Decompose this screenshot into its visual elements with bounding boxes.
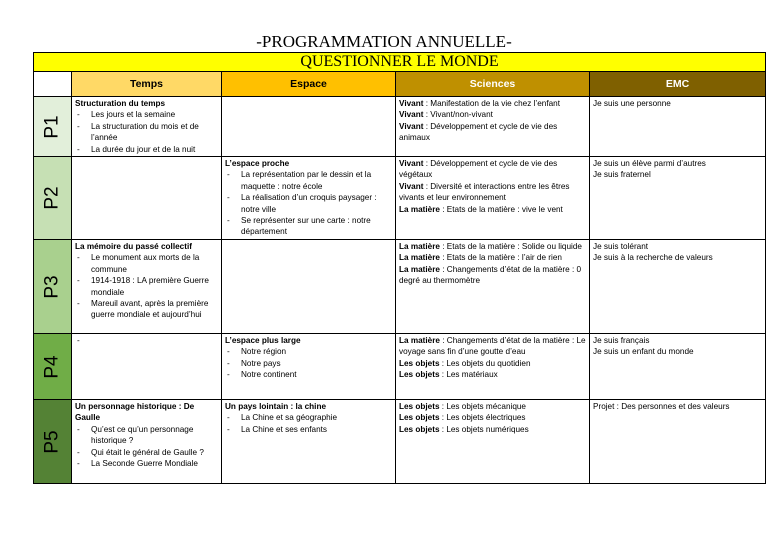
cell-temps-p3 [72,240,222,334]
cell-temps-p2 [72,157,222,240]
list-item: - La représentation par le dessin et la maquette : notre école [225,169,393,192]
sciences-entry: La matière : Etats de la matière : l’air de rien [399,253,562,263]
period-label-p3: P3 [34,240,72,334]
cell-emc-p2 [590,157,766,240]
cell-espace-p4 [222,334,396,400]
espace-list [225,346,393,380]
list-item: - La structuration du mois et de l’année [75,121,219,144]
temps-list [75,109,219,155]
espace-heading: L’espace plus large [225,336,301,346]
cell-espace-p2 [222,157,396,240]
sciences-entry: Les objets : Les objets électriques [399,413,526,423]
period-label-p4: P4 [34,334,72,400]
espace-list [225,412,393,435]
emc-entry: Je suis tolérant [593,242,649,252]
temps-heading: Un personnage historique : De Gaulle [75,402,195,423]
list-item: - Notre continent [225,369,393,380]
list-item: - Mareuil avant, après la première guerre mondiale et aujourd’hui [75,298,219,321]
sciences-entry: Vivant : Développement et cycle de vie des animaux [399,121,558,143]
temps-heading: Structuration du temps [75,99,166,108]
table-row-p3 [34,240,766,334]
list-item: - La Chine et ses enfants [225,424,393,435]
emc-entry: Je suis un élève parmi d’autres [593,159,706,169]
sciences-entry: Vivant : Développement et cycle de vie des végétaux [399,159,558,180]
sciences-entry: Les objets : Les objets numériques [399,424,529,434]
emc-entry: Projet : Des personnes et des valeurs [593,402,730,412]
cell-sciences-p1 [396,97,590,157]
period-label-p1: P1 [34,97,72,157]
list-item: - 1914-1918 : LA première Guerre mondiale [75,275,219,298]
period-label-p5: P5 [34,400,72,484]
cell-espace-p3 [222,240,396,334]
sciences-entry: Vivant : Diversité et interactions entre les êtres vivants et leur environnement [399,181,570,203]
cell-emc-p1 [590,97,766,157]
header-emc: EMC [590,72,766,97]
cell-temps-p4 [72,334,222,400]
list-item: - Le monument aux morts de la commune [75,252,219,275]
sciences-entry: La matière : Changements d’état de la matière : 0 degré au thermomètre [399,264,582,286]
sciences-entry: La matière : Etats de la matière : Solide ou liquide [399,242,582,252]
sciences-entry: La matière : Changements d’état de la matière : Le voyage sans fin d’une goutte d’eau [399,336,586,357]
cell-espace-p5 [222,400,396,484]
cell-temps-p1 [72,97,222,157]
list-item: - La Seconde Guerre Mondiale [75,458,219,469]
list-item: - La réalisation d’un croquis paysager : notre ville [225,192,393,215]
espace-list [225,169,393,237]
temps-list [75,252,219,320]
cell-sciences-p4 [396,334,590,400]
table-row-p5 [34,400,766,484]
page-title: -PROGRAMMATION ANNUELLE- [256,32,512,51]
list-item: - Notre pays [225,358,393,369]
emc-entry: Je suis un enfant du monde [593,347,694,357]
list-item: - Notre région [225,346,393,357]
list-item: - Les jours et la semaine [75,109,219,120]
corner-cell [34,72,72,97]
cell-emc-p4 [590,334,766,400]
banner-questionner-le-monde: QUESTIONNER LE MONDE [34,53,766,72]
header-row [34,72,766,97]
sciences-entry: Vivant : Manifestation de la vie chez l’enfant [399,99,560,108]
sciences-entry: Les objets : Les matériaux [399,370,498,380]
espace-heading: Un pays lointain : la chine [225,402,326,412]
header-espace: Espace [222,72,396,97]
cell-emc-p5 [590,400,766,484]
cell-sciences-p5 [396,400,590,484]
list-item: - Se représenter sur une carte : notre département [225,215,393,238]
temps-list [75,424,219,470]
period-label-p2: P2 [34,157,72,240]
sciences-entry: La matière : Etats de la matière : vive le vent [399,204,563,214]
emc-entry: Je suis une personne [593,99,671,108]
sciences-entry: Les objets : Les objets mécanique [399,402,526,412]
banner-row [34,53,766,72]
cell-emc-p3 [590,240,766,334]
table-row-p2 [34,157,766,240]
espace-heading: L’espace proche [225,159,290,169]
programmation-table [33,52,766,484]
list-item: - La durée du jour et de la nuit [75,144,219,155]
emc-entry: Je suis français [593,336,650,346]
cell-sciences-p2 [396,157,590,240]
emc-entry: Je suis fraternel [593,170,651,180]
header-temps: Temps [72,72,222,97]
list-item: - Qu’est ce qu’un personnage historique ? [75,424,219,447]
list-item: - Qui était le général de Gaulle ? [75,447,219,458]
cell-temps-p5 [72,400,222,484]
temps-heading: La mémoire du passé collectif [75,242,192,252]
table-row-p4 [34,334,766,400]
sciences-entry: Vivant : Vivant/non-vivant [399,110,493,120]
table-row-p1 [34,97,766,157]
cell-sciences-p3 [396,240,590,334]
list-item: - La Chine et sa géographie [225,412,393,423]
emc-entry: Je suis à la recherche de valeurs [593,253,713,263]
header-sciences: Sciences [396,72,590,97]
cell-espace-p1 [222,97,396,157]
sciences-entry: Les objets : Les objets du quotidien [399,358,531,368]
